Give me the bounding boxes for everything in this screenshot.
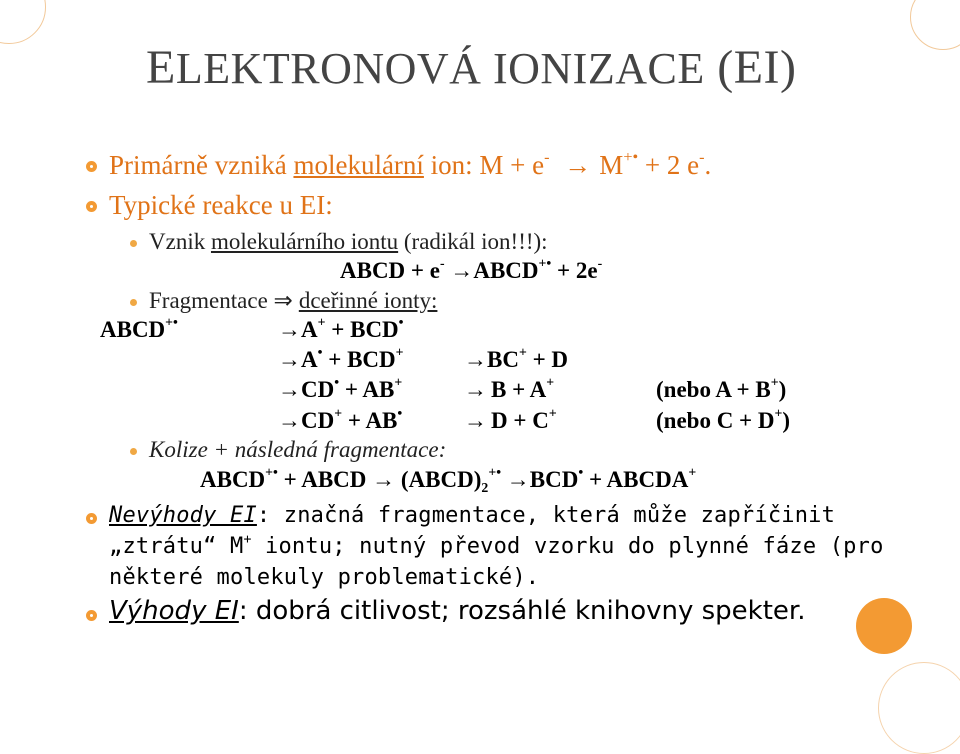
arrow-icon: → <box>278 377 301 402</box>
frag-row-0-right: →A+ + BCD• <box>278 314 404 342</box>
link-nevyhody-ei[interactable]: Nevýhody EI <box>109 503 257 528</box>
bullet-primary-ion <box>109 147 712 181</box>
page-title <box>146 40 796 95</box>
sub-bullet-fragmentation <box>149 288 437 314</box>
bullet-advantages <box>109 596 806 626</box>
arrow-icon: → <box>450 258 474 283</box>
superscript-plus-dot: +• <box>265 464 278 480</box>
frag-row-1-a: →A• + BCD+ <box>278 344 404 372</box>
superscript-plus-dot: +• <box>488 464 502 480</box>
superscript: - <box>544 147 550 166</box>
text: některé molekuly problematické). <box>109 565 540 590</box>
superscript-plus-dot: +• <box>165 314 178 330</box>
superscript: - <box>597 255 603 271</box>
text: ion: M + e <box>423 150 545 180</box>
text: : značná fragmentace, která může zapříčinit <box>256 503 836 528</box>
text: (radikál ion!!!): <box>398 229 548 254</box>
arrow-icon: → <box>372 467 396 492</box>
circle-bullet-icon <box>86 610 97 621</box>
superscript-plus-dot: +• <box>623 147 639 166</box>
arrow-icon: → <box>564 150 592 180</box>
link-molekularni[interactable]: molekulární <box>293 150 424 180</box>
sub-bullet-molecular-ion <box>149 229 548 255</box>
dot-bullet-icon <box>130 448 137 455</box>
decor-circle-top-right <box>910 0 960 50</box>
title-rest: LEKTRONOVÁ IONIZACE <box>175 44 705 93</box>
arrow-icon: → <box>278 317 301 342</box>
superscript: - <box>440 255 445 271</box>
text: iontu; nutný převod vzorku do plynné fáze (pro <box>251 534 884 559</box>
frag-row-2-note: (nebo A + B+) <box>656 374 787 402</box>
link-molekularniho-iontu[interactable]: molekulárního iontu <box>210 229 399 254</box>
circle-bullet-icon <box>86 161 97 172</box>
link-vyhody-ei[interactable]: Výhody EI <box>109 596 239 626</box>
arrow-icon: → <box>464 377 487 402</box>
arrow-icon: → <box>464 347 487 372</box>
arrow-icon: → <box>464 408 487 433</box>
text: Fragmentace <box>149 288 274 313</box>
frag-row-3-note: (nebo C + D+) <box>656 405 791 433</box>
dot-bullet-icon <box>130 240 137 247</box>
title-abbrev: (EI) <box>704 41 797 94</box>
text: M <box>599 150 624 180</box>
text: . <box>704 150 712 180</box>
frag-row-2-a: →CD• + AB+ <box>278 374 403 402</box>
text: ABCD <box>473 258 539 283</box>
text: + 2 e <box>638 150 700 180</box>
frag-row-1-b: →BC+ + D <box>464 344 569 372</box>
implies-arrow-icon: ⇒ <box>273 288 293 313</box>
equation-collision: ABCD+• + ABCD → $(ABCD)_2^{+•} \to BCD^•$ + ABCDA+ <box>200 464 697 495</box>
text: ABCD + e <box>340 258 440 283</box>
superscript: - <box>699 147 705 166</box>
arrow-icon: → <box>506 467 530 492</box>
text: : dobrá citlivost; rozsáhlé knihovny spekter. <box>238 596 806 626</box>
arrow-icon: → <box>278 347 301 372</box>
title-first-letter: E <box>146 41 176 94</box>
equation-ionization <box>340 255 603 284</box>
arrow-icon: → <box>278 408 301 433</box>
bullet-disadvantages: Nevýhody EI: značná fragmentace, která může zapříčinit „ztrátu“ M+ iontu; nutný převod vzorku do plynné fáze (pro některé molekuly problematické). <box>109 503 884 590</box>
text: Primárně vzniká <box>109 150 294 180</box>
frag-row-0-left: ABCD+• <box>100 314 178 342</box>
text: „ztrátu“ M <box>109 534 244 559</box>
text: + 2e <box>551 258 598 283</box>
circle-bullet-icon <box>86 513 97 524</box>
bullet-typical-reactions: Typické reakce u EI: <box>109 190 333 220</box>
text: Vznik <box>149 229 211 254</box>
dot-bullet-icon <box>130 299 137 306</box>
frag-row-3-b: → D + C+ <box>464 405 557 433</box>
sub-bullet-collision: Kolize + následná fragmentace: <box>149 437 447 462</box>
frag-row-2-b: → B + A+ <box>464 374 555 402</box>
link-dcerinne-ionty[interactable]: dceřinné ionty: <box>298 288 438 313</box>
decor-circle-bottom-right-outline <box>878 662 960 754</box>
frag-row-3-a: →CD+ + AB• <box>278 405 403 433</box>
circle-bullet-icon <box>86 201 97 212</box>
decor-circle-top-left <box>0 0 46 44</box>
superscript-plus-dot: +• <box>538 255 552 271</box>
decor-circle-bottom-right <box>856 598 912 654</box>
